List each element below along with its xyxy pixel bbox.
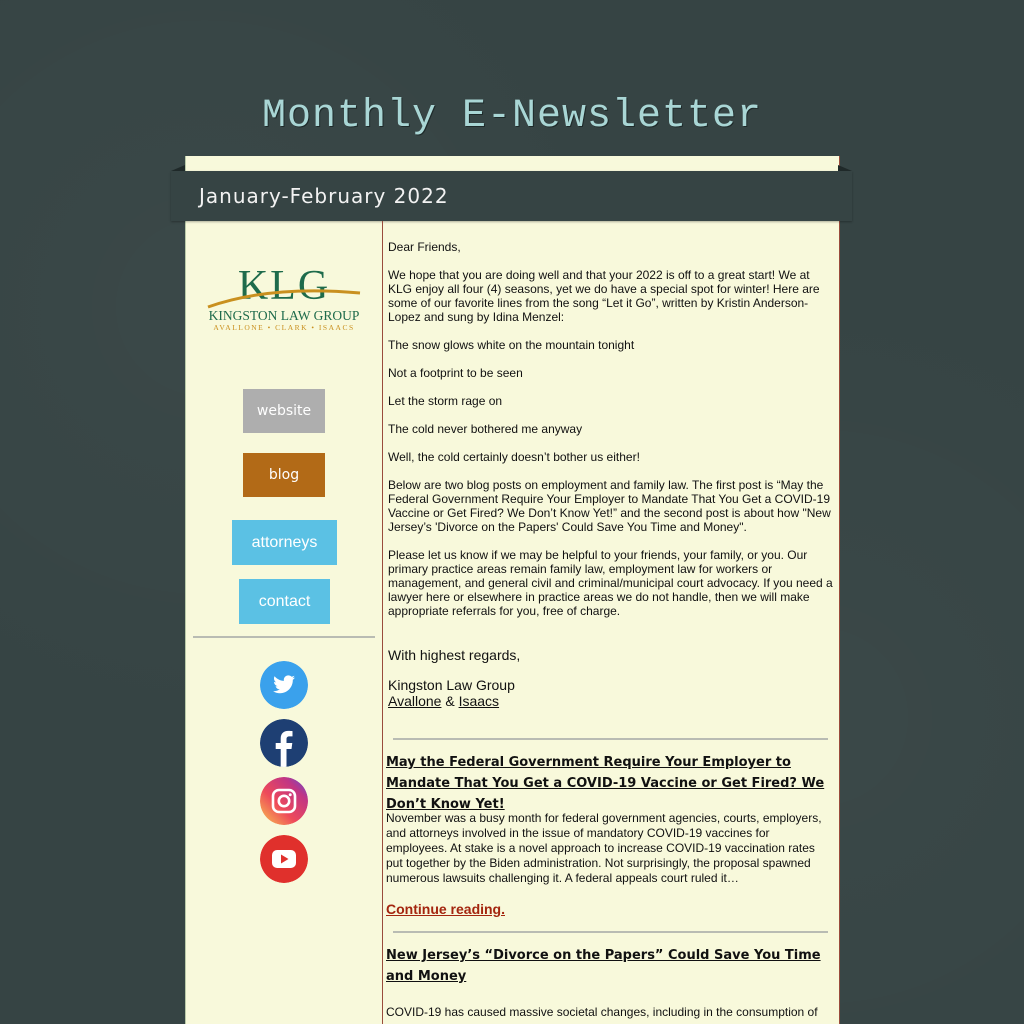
klg-logo[interactable] [200,265,368,331]
post-title-link[interactable]: New Jersey’s “Divorce on the Papers” Could Save You Time and Money [386,948,821,984]
logo-firm-name: KINGSTON LAW GROUP [208,308,360,323]
banner-fold-right [838,165,852,171]
website-button[interactable]: website [243,389,325,433]
closing-line: With highest regards, [388,647,521,663]
signature-partners [388,693,828,709]
signature-firm: Kingston Law Group [388,677,515,693]
contact-button[interactable]: contact [239,579,330,624]
banner-fold-left [171,165,185,171]
blog-button[interactable]: blog [243,453,325,497]
blog-intro-paragraph: Below are two blog posts on employment and family law. The first post is “May the Federal Government Require Your Employer to Mandate That You Get a COVID-19 Vaccine or Get Fired? We Don’t Know Yet!” and the second post is about how "New Jersey’s 'Divorce on the Papers' Could Save You Time and Money". [388,478,831,534]
lyric-line: Not a footprint to be seen [388,366,523,380]
letter-body [388,240,834,632]
isaacs-link[interactable]: Isaacs [458,693,500,709]
attorneys-button[interactable]: attorneys [232,520,337,565]
column-divider [382,221,383,1024]
newsletter-title: Monthly E-Newsletter [261,94,763,139]
section-divider [393,738,828,740]
signature-block [388,647,828,709]
post-excerpt: November was a busy month for federal government agencies, courts, employers, and attorneys involved in the issue of mandatory COVID-19 vaccines for employees. At stake is a novel approach to increase COVID-19 vaccination rates put together by the Biden administration. Not surprisingly, the proposal spawned numerous lawsuits challenging it. A federal appeals court ruled it… [386,811,822,885]
issue-date: January-February 2022 [199,184,449,208]
help-paragraph: Please let us know if we may be helpful to your friends, your family, or you. Our primary practice areas remain family law, employment law for workers or management, and general civil and criminal/municipal court advocacy. If you need a lawyer here or elsewhere in practice areas we do not handle, then we will make appropriate referrals for you, free of charge. [388,548,833,618]
continue-reading-link[interactable]: Continue reading. [386,901,505,917]
youtube-icon[interactable] [260,835,308,883]
post-title-link[interactable]: May the Federal Government Require Your Employer to Mandate That You Get a COVID-19 Vaccine or Get Fired? We Don’t Know Yet! [386,755,825,812]
lyric-line: Let the storm rage on [388,394,503,408]
section-divider [393,931,828,933]
instagram-icon[interactable] [260,777,308,825]
greeting: Dear Friends, [388,240,461,254]
lyric-line: The snow glows white on the mountain tonight [388,338,635,352]
twitter-icon[interactable] [260,661,308,709]
post-excerpt: COVID-19 has caused massive societal changes, including in the consumption of [386,1005,818,1019]
avallone-link[interactable]: Avallone [388,693,442,709]
date-banner [171,171,852,221]
sidebar-divider [193,636,375,638]
cold-line: Well, the cold certainly doesn’t bother us either! [388,450,640,464]
signature-ampersand: & [441,693,459,709]
logo-partners: AVALLONE • CLARK • ISAACS [213,323,355,331]
logo-letters: KLG [237,265,331,309]
facebook-icon[interactable] [260,719,308,767]
lyric-line: The cold never bothered me anyway [388,422,583,436]
intro-paragraph: We hope that you are doing well and that your 2022 is off to a great start! We at KLG enjoy all four (4) seasons, yet we do have a special spot for winter! Here are some of our favorite lines from the song “Let it Go”, written by Kristin Anderson-Lopez and sung by Idina Menzel: [388,268,820,324]
